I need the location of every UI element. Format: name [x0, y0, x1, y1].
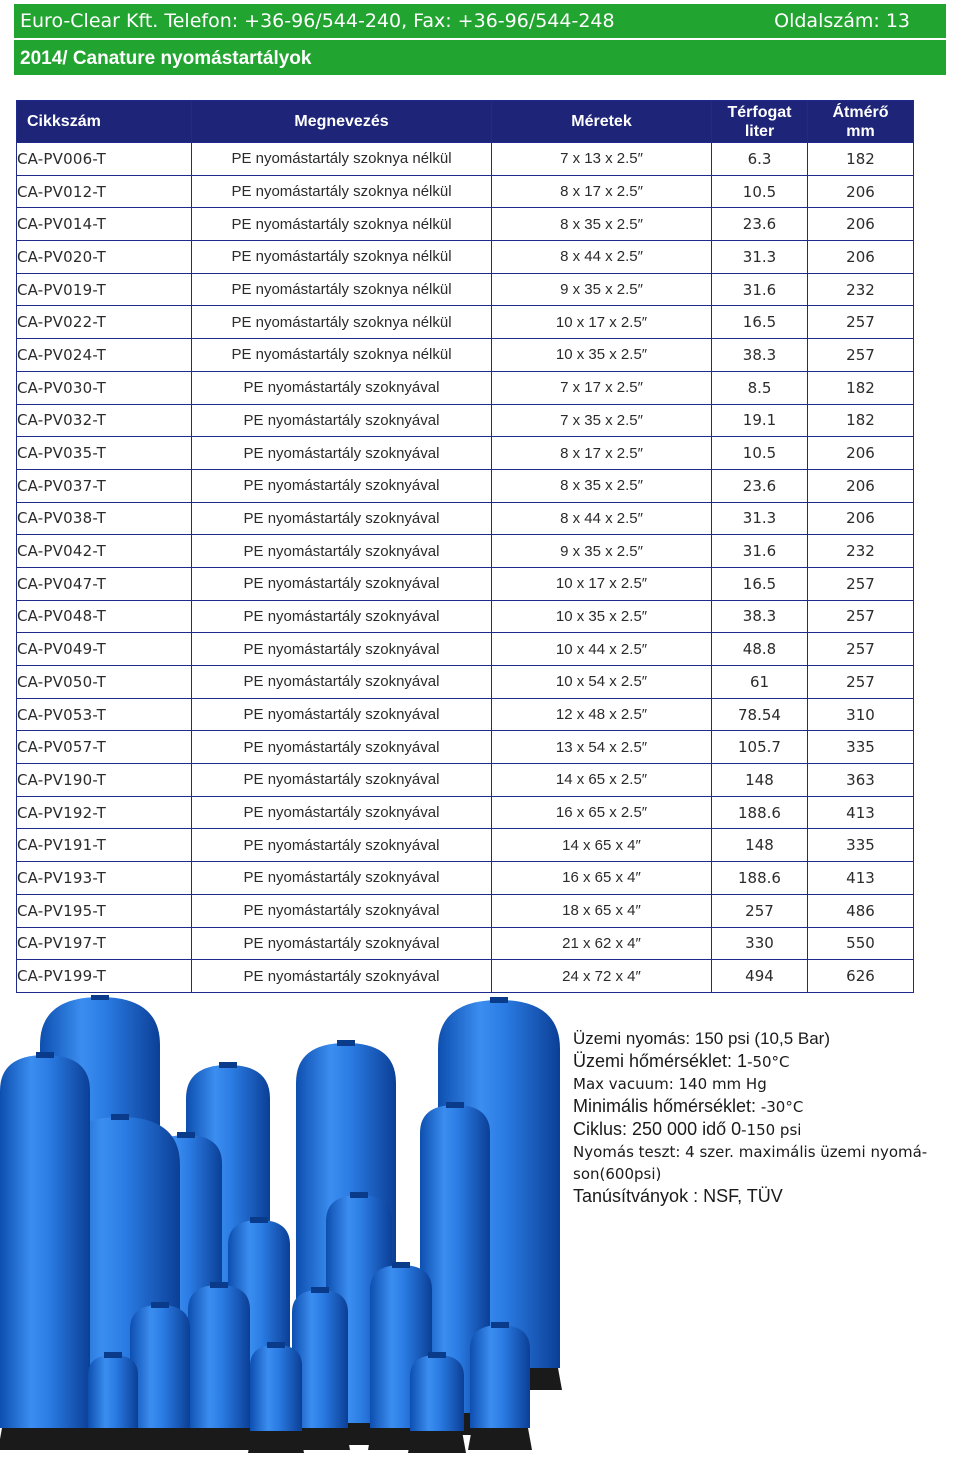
cell-name: PE nyomástartály szoknyával — [192, 698, 492, 731]
cell-size: 10 x 54 x 2.5″ — [492, 666, 712, 699]
tank-body — [88, 1355, 138, 1428]
table-row — [17, 666, 914, 699]
cell-name: PE nyomástartály szoknyával — [192, 666, 492, 699]
cell-name: PE nyomástartály szoknya nélkül — [192, 143, 492, 176]
cell-name: PE nyomástartály szoknyával — [192, 567, 492, 600]
cell-name: PE nyomástartály szoknya nélkül — [192, 306, 492, 339]
cell-volume: 105.7 — [712, 731, 808, 764]
cell-name: PE nyomástartály szoknyával — [192, 633, 492, 666]
cell-size: 7 x 35 x 2.5″ — [492, 404, 712, 437]
cell-diameter: 206 — [808, 502, 914, 535]
cell-volume: 61 — [712, 666, 808, 699]
cell-code: CA-PV037-T — [17, 469, 192, 502]
cell-volume: 6.3 — [712, 143, 808, 176]
cell-size: 16 x 65 x 4″ — [492, 862, 712, 895]
cell-volume: 148 — [712, 829, 808, 862]
cell-volume: 19.1 — [712, 404, 808, 437]
cell-code: CA-PV190-T — [17, 764, 192, 797]
tank-cap — [177, 1132, 195, 1138]
tank-cap — [151, 1302, 169, 1308]
cell-name: PE nyomástartály szoknya nélkül — [192, 273, 492, 306]
cell-diameter: 335 — [808, 731, 914, 764]
cell-size: 10 x 17 x 2.5″ — [492, 306, 712, 339]
col-header-size: Méretek — [492, 101, 712, 143]
cell-volume: 31.3 — [712, 241, 808, 274]
table-row — [17, 273, 914, 306]
cell-diameter: 257 — [808, 306, 914, 339]
cell-diameter: 206 — [808, 175, 914, 208]
tank-cap — [210, 1282, 228, 1288]
spec-cycles-label: Ciklus: 250 000 idő 0 — [573, 1119, 742, 1139]
cell-size: 9 x 35 x 2.5″ — [492, 535, 712, 568]
cell-diameter: 363 — [808, 764, 914, 797]
cell-size: 7 x 13 x 2.5″ — [492, 143, 712, 176]
col-header-volume — [712, 101, 808, 143]
cell-diameter: 257 — [808, 567, 914, 600]
spec-operating-temperature-label: Üzemi hőmérséklet: 1 — [573, 1051, 748, 1071]
page-title: 2014/ Canature nyomástartályok — [14, 40, 946, 75]
cell-size: 8 x 17 x 2.5″ — [492, 437, 712, 470]
cell-volume: 23.6 — [712, 208, 808, 241]
tank-cap — [337, 1040, 355, 1046]
tank-cap — [104, 1352, 122, 1358]
cell-code: CA-PV197-T — [17, 927, 192, 960]
cell-size: 10 x 44 x 2.5″ — [492, 633, 712, 666]
tank-body — [470, 1325, 530, 1428]
cell-code: CA-PV022-T — [17, 306, 192, 339]
spec-cycles-range: -150 psi — [741, 1121, 802, 1139]
cell-diameter: 257 — [808, 666, 914, 699]
tank-body — [0, 1055, 90, 1428]
table-row — [17, 698, 914, 731]
cell-volume: 23.6 — [712, 469, 808, 502]
cell-name: PE nyomástartály szoknyával — [192, 960, 492, 993]
cell-volume: 10.5 — [712, 175, 808, 208]
cell-volume: 31.6 — [712, 273, 808, 306]
tank-cap — [250, 1217, 268, 1223]
cell-name: PE nyomástartály szoknyával — [192, 764, 492, 797]
cell-code: CA-PV057-T — [17, 731, 192, 764]
tank-base — [86, 1428, 140, 1450]
tank-base — [468, 1428, 532, 1450]
cell-code: CA-PV006-T — [17, 143, 192, 176]
table-row — [17, 600, 914, 633]
cell-name: PE nyomástartály szoknyával — [192, 600, 492, 633]
cell-size: 10 x 17 x 2.5″ — [492, 567, 712, 600]
table-row — [17, 894, 914, 927]
cell-size: 14 x 65 x 2.5″ — [492, 764, 712, 797]
cell-size: 18 x 65 x 4″ — [492, 894, 712, 927]
cell-diameter: 232 — [808, 273, 914, 306]
cell-code: CA-PV049-T — [17, 633, 192, 666]
cell-diameter: 206 — [808, 437, 914, 470]
table-row — [17, 241, 914, 274]
col-header-diameter-unit: mm — [846, 122, 875, 140]
table-row — [17, 502, 914, 535]
cell-size: 8 x 35 x 2.5″ — [492, 208, 712, 241]
table-row — [17, 927, 914, 960]
table-row — [17, 633, 914, 666]
company-contact: Euro-Clear Kft. Telefon: +36-96/544-240, Fax: +36-96/544-248 — [20, 10, 615, 32]
cell-name: PE nyomástartály szoknyával — [192, 469, 492, 502]
cell-volume: 31.6 — [712, 535, 808, 568]
table-row — [17, 829, 914, 862]
table-row — [17, 796, 914, 829]
cell-name: PE nyomástartály szoknya nélkül — [192, 208, 492, 241]
cell-size: 12 x 48 x 2.5″ — [492, 698, 712, 731]
cell-code: CA-PV193-T — [17, 862, 192, 895]
tank-cap — [267, 1342, 285, 1348]
cell-diameter: 310 — [808, 698, 914, 731]
cell-name: PE nyomástartály szoknyával — [192, 894, 492, 927]
cell-size: 16 x 65 x 2.5″ — [492, 796, 712, 829]
spec-pressure-test-cont: son(600psi) — [573, 1165, 662, 1183]
spec-pressure-test: Nyomás teszt: 4 szer. maximális üzemi nyomá- — [573, 1143, 928, 1161]
cell-size: 8 x 44 x 2.5″ — [492, 502, 712, 535]
cell-name: PE nyomástartály szoknyával — [192, 437, 492, 470]
table-row — [17, 764, 914, 797]
cell-size: 8 x 35 x 2.5″ — [492, 469, 712, 502]
cell-size: 9 x 35 x 2.5″ — [492, 273, 712, 306]
tank-cap — [392, 1262, 410, 1268]
cell-code: CA-PV048-T — [17, 600, 192, 633]
table-row — [17, 404, 914, 437]
cell-volume: 188.6 — [712, 796, 808, 829]
cell-size: 13 x 54 x 2.5″ — [492, 731, 712, 764]
cell-diameter: 257 — [808, 600, 914, 633]
cell-size: 10 x 35 x 2.5″ — [492, 339, 712, 372]
cell-name: PE nyomástartály szoknya nélkül — [192, 241, 492, 274]
cell-diameter: 206 — [808, 241, 914, 274]
cell-diameter: 232 — [808, 535, 914, 568]
cell-code: CA-PV020-T — [17, 241, 192, 274]
cell-code: CA-PV047-T — [17, 567, 192, 600]
tank-cap — [428, 1352, 446, 1358]
cell-code: CA-PV191-T — [17, 829, 192, 862]
cell-diameter: 486 — [808, 894, 914, 927]
col-header-volume-unit: liter — [744, 122, 775, 140]
cell-volume: 16.5 — [712, 567, 808, 600]
tank-base — [186, 1428, 252, 1450]
tank-base — [248, 1431, 304, 1453]
cell-code: CA-PV035-T — [17, 437, 192, 470]
cell-size: 21 x 62 x 4″ — [492, 927, 712, 960]
col-header-volume-label: Térfogat — [727, 103, 792, 121]
tank-cap — [91, 995, 109, 1000]
table-row — [17, 469, 914, 502]
cell-diameter: 257 — [808, 339, 914, 372]
page-number: Oldalszám: 13 — [774, 10, 910, 32]
tank-cap — [491, 1322, 509, 1328]
tank-base — [0, 1428, 92, 1450]
cell-volume: 8.5 — [712, 371, 808, 404]
tank-cap — [111, 1114, 129, 1120]
table-row — [17, 960, 914, 993]
tank-body — [410, 1355, 464, 1431]
cell-diameter: 182 — [808, 371, 914, 404]
cell-volume: 38.3 — [712, 339, 808, 372]
cell-diameter: 626 — [808, 960, 914, 993]
col-header-diameter — [808, 101, 914, 143]
tank-cap — [311, 1287, 329, 1293]
cell-size: 7 x 17 x 2.5″ — [492, 371, 712, 404]
table-row — [17, 175, 914, 208]
cell-diameter: 335 — [808, 829, 914, 862]
cell-name: PE nyomástartály szoknyával — [192, 829, 492, 862]
cell-diameter: 550 — [808, 927, 914, 960]
cell-code: CA-PV030-T — [17, 371, 192, 404]
cell-name: PE nyomástartály szoknyával — [192, 862, 492, 895]
table-row — [17, 143, 914, 176]
tank-cap — [219, 1062, 237, 1068]
table-header-row — [17, 101, 914, 143]
table-row — [17, 535, 914, 568]
cell-diameter: 206 — [808, 469, 914, 502]
cell-diameter: 257 — [808, 633, 914, 666]
spec-operating-temperature-range: -50°C — [747, 1053, 790, 1071]
cell-volume: 188.6 — [712, 862, 808, 895]
cell-volume: 16.5 — [712, 306, 808, 339]
cell-code: CA-PV042-T — [17, 535, 192, 568]
cell-volume: 38.3 — [712, 600, 808, 633]
cell-code: CA-PV019-T — [17, 273, 192, 306]
specifications — [573, 1028, 958, 1207]
cell-size: 10 x 35 x 2.5″ — [492, 600, 712, 633]
cell-code: CA-PV038-T — [17, 502, 192, 535]
spec-operating-temperature — [573, 1050, 958, 1073]
cell-diameter: 413 — [808, 862, 914, 895]
cell-volume: 330 — [712, 927, 808, 960]
cell-code: CA-PV032-T — [17, 404, 192, 437]
table-row — [17, 339, 914, 372]
price-table — [16, 100, 914, 993]
table-row — [17, 731, 914, 764]
cell-name: PE nyomástartály szoknyával — [192, 535, 492, 568]
spec-min-temperature — [573, 1095, 958, 1118]
cell-name: PE nyomástartály szoknyával — [192, 927, 492, 960]
cell-volume: 10.5 — [712, 437, 808, 470]
cell-name: PE nyomástartály szoknyával — [192, 371, 492, 404]
tank-cap — [350, 1192, 368, 1198]
tank-body — [130, 1305, 190, 1428]
cell-size: 14 x 65 x 4″ — [492, 829, 712, 862]
cell-volume: 148 — [712, 764, 808, 797]
col-header-code: Cikkszám — [17, 101, 192, 143]
table-row — [17, 371, 914, 404]
table-row — [17, 567, 914, 600]
cell-code: CA-PV024-T — [17, 339, 192, 372]
spec-cycles — [573, 1118, 958, 1141]
cell-volume: 494 — [712, 960, 808, 993]
cell-volume: 31.3 — [712, 502, 808, 535]
tank-body — [250, 1345, 302, 1431]
cell-size: 24 x 72 x 4″ — [492, 960, 712, 993]
col-header-name: Megnevezés — [192, 101, 492, 143]
table-row — [17, 862, 914, 895]
cell-diameter: 182 — [808, 143, 914, 176]
cell-diameter: 413 — [808, 796, 914, 829]
cell-name: PE nyomástartály szoknya nélkül — [192, 339, 492, 372]
tank-cap — [490, 997, 508, 1003]
cell-code: CA-PV050-T — [17, 666, 192, 699]
tanks-photo — [0, 995, 565, 1457]
spec-certifications: Tanúsítványok : NSF, TÜV — [573, 1186, 783, 1206]
tank-body — [188, 1285, 250, 1428]
cell-name: PE nyomástartály szoknyával — [192, 796, 492, 829]
cell-code: CA-PV195-T — [17, 894, 192, 927]
cell-name: PE nyomástartály szoknya nélkül — [192, 175, 492, 208]
cell-code: CA-PV199-T — [17, 960, 192, 993]
cell-size: 8 x 17 x 2.5″ — [492, 175, 712, 208]
cell-code: CA-PV053-T — [17, 698, 192, 731]
spec-min-temperature-value: -30°C — [756, 1098, 804, 1116]
header-contact-bar — [14, 4, 946, 38]
spec-min-temperature-label: Minimális hőmérséklet: — [573, 1096, 757, 1116]
cell-size: 8 x 44 x 2.5″ — [492, 241, 712, 274]
cell-volume: 48.8 — [712, 633, 808, 666]
cell-name: PE nyomástartály szoknyával — [192, 404, 492, 437]
tank-cap — [36, 1052, 54, 1058]
cell-name: PE nyomástartály szoknyával — [192, 731, 492, 764]
table-row — [17, 437, 914, 470]
spec-max-vacuum: Max vacuum: 140 mm Hg — [573, 1075, 767, 1093]
cell-code: CA-PV014-T — [17, 208, 192, 241]
cell-name: PE nyomástartály szoknyával — [192, 502, 492, 535]
tank-base — [408, 1431, 466, 1453]
cell-diameter: 206 — [808, 208, 914, 241]
tank-cap — [446, 1102, 464, 1108]
table-row — [17, 306, 914, 339]
col-header-diameter-label: Átmérő — [832, 103, 889, 121]
spec-operating-pressure: Üzemi nyomás: 150 psi (10,5 Bar) — [573, 1029, 830, 1048]
cell-volume: 78.54 — [712, 698, 808, 731]
cell-volume: 257 — [712, 894, 808, 927]
cell-code: CA-PV012-T — [17, 175, 192, 208]
table-row — [17, 208, 914, 241]
cell-diameter: 182 — [808, 404, 914, 437]
cell-code: CA-PV192-T — [17, 796, 192, 829]
